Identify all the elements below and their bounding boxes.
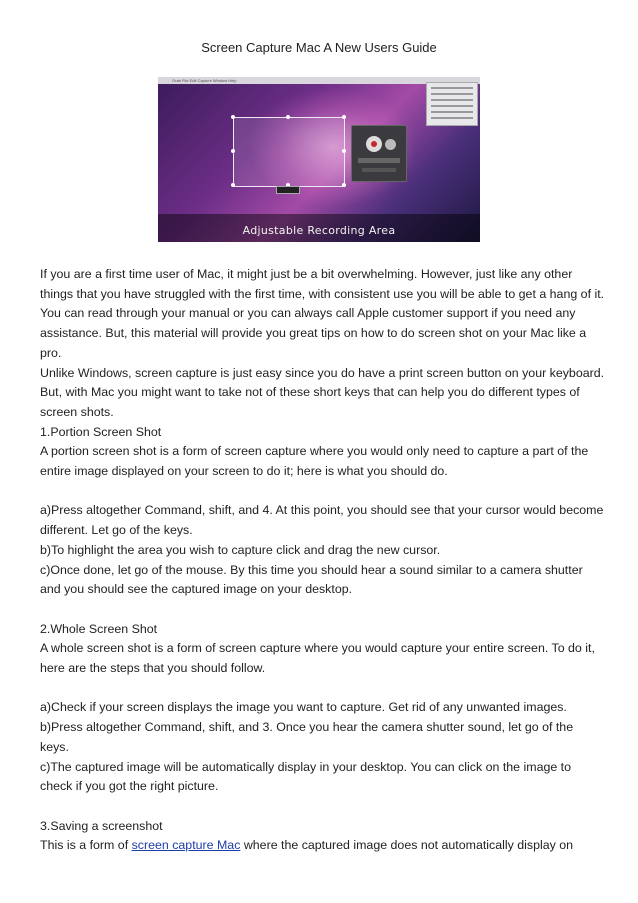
- list-item: c)The captured image will be automatically display in your desktop. You can click on the image to check if you got the right picture.: [40, 759, 572, 794]
- record-icon: [366, 136, 382, 152]
- page-title: Screen Capture Mac A New Users Guide: [201, 40, 437, 55]
- list-item: a)Press altogether Command, shift, and 4. At this point, you should see that your cursor would become different. Let go of the keys.: [40, 503, 604, 538]
- panel-dropdown: [358, 158, 400, 163]
- section-heading: 1.Portion Screen Shot: [40, 424, 162, 439]
- list-item: a)Check if your screen displays the image you want to capture. Get rid of any unwanted images.: [40, 700, 567, 715]
- spacer: [40, 482, 605, 502]
- paragraph: A portion screen shot is a form of screen capture where you would only need to capture a part of the entire image displayed on your screen to do it; here is what you should do.: [40, 444, 589, 479]
- selection-handle: [231, 149, 235, 153]
- paragraph-text: This is a form of: [40, 838, 132, 853]
- selection-handle: [342, 115, 346, 119]
- spacer: [40, 679, 605, 699]
- paragraph: [40, 836, 605, 856]
- spacer: [40, 797, 605, 817]
- panel-buttons: [362, 168, 396, 172]
- screen-capture-mac-link[interactable]: screen capture Mac: [131, 838, 241, 853]
- selection-handle: [231, 183, 235, 187]
- menubar-text: Grab File Edit Capture Window Help: [172, 78, 237, 83]
- size-readout-box: [276, 186, 300, 194]
- list-item: c)Once done, let go of the mouse. By this time you should hear a sound similar to a camera shutter and you should see the captured image on your desktop.: [40, 562, 583, 597]
- recording-panel: [351, 125, 407, 182]
- paragraph-text: where the captured image does not automatically display on: [240, 838, 574, 853]
- section-heading: 2.Whole Screen Shot: [40, 621, 158, 636]
- article-body: [40, 265, 605, 856]
- selection-handle: [342, 149, 346, 153]
- menu-popup: [426, 82, 478, 126]
- paragraph: Unlike Windows, screen capture is just easy since you do have a print screen button on your keyboard. But, with Mac you might want to take not of these short keys that can help you do different types of screen shots.: [40, 365, 605, 419]
- paragraph: If you are a first time user of Mac, it might just be a bit overwhelming. However, just like any other things that you have struggled with the first time, with consistent use you will be able to get a hang of it. You can read through your manual or you can always call Apple customer support if you need any assistance. But, this material will provide you great tips on how to do screen shot on your Mac like a pro.: [40, 267, 605, 360]
- section-heading: 3.Saving a screenshot: [40, 818, 163, 833]
- screenshot-image: [158, 77, 480, 242]
- selection-handle: [286, 115, 290, 119]
- list-item: b)To highlight the area you wish to capture click and drag the new cursor.: [40, 542, 441, 557]
- camera-icon: [385, 139, 396, 150]
- selection-handle: [231, 115, 235, 119]
- list-item: b)Press altogether Command, shift, and 3. Once you hear the camera shutter sound, let go of the keys.: [40, 720, 574, 754]
- paragraph: A whole screen shot is a form of screen capture where you would capture your entire screen. To do it, here are the steps that you should follow.: [40, 641, 595, 676]
- spacer: [40, 600, 605, 620]
- selection-handle: [342, 183, 346, 187]
- image-caption: Adjustable Recording Area: [242, 224, 396, 237]
- selection-rectangle: [233, 117, 345, 187]
